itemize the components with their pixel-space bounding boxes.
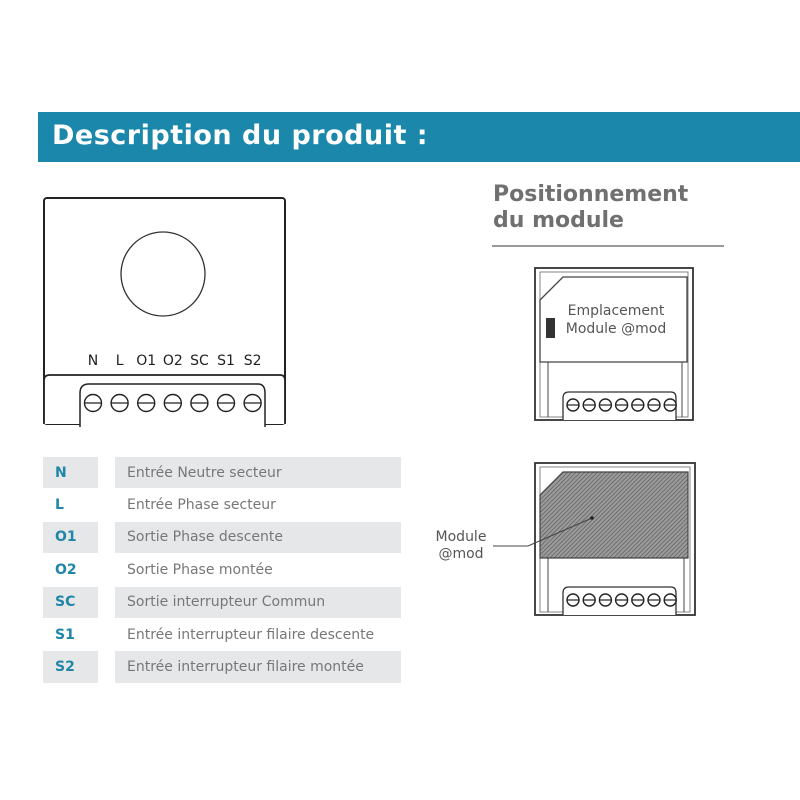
terminal-label: N [87,353,99,369]
terminal-screw-icon [632,399,644,411]
device-front-view [44,198,285,427]
terminal-code: O2 [55,561,77,578]
terminal-screw-icon [583,399,595,411]
module-label-line1: Module [435,529,487,545]
terminal-description: Sortie Phase descente [115,522,401,553]
terminal-table [43,457,401,684]
table-row [43,587,401,619]
terminal-screw-icon [599,399,611,411]
terminal-description: Entrée Neutre secteur [115,457,401,488]
terminal-screw-icon [164,395,181,412]
device-button [121,232,205,316]
slot-label-line2: Module @mod [565,321,667,337]
slot-label-line1: Emplacement [567,303,665,319]
terminal-screw-icon [616,399,628,411]
terminal-description: Entrée interrupteur filaire montée [115,651,401,682]
table-row [43,522,401,554]
terminal-screw-icon [648,594,660,606]
terminal-label: O1 [136,353,157,369]
device-module-installed-view [436,463,695,615]
table-row [43,651,401,683]
terminal-label: S1 [217,353,235,369]
module-label-line2: @mod [438,546,484,562]
terminal-code: S2 [43,651,98,682]
positioning-title-line2: du module [493,208,624,233]
terminal-label: O2 [162,353,183,369]
terminal-screw-icon [664,399,676,411]
terminal-screw-icon [567,399,579,411]
table-row [43,619,401,651]
terminal-screw-icon [111,395,128,412]
terminal-code: L [55,497,64,514]
terminal-description: Entrée Phase secteur [127,497,276,514]
terminal-code: SC [43,587,98,618]
page-title: Description du produit : [52,120,429,151]
terminal-description: Sortie interrupteur Commun [115,587,401,618]
table-row [43,457,401,489]
terminal-screw-icon [218,395,235,412]
terminal-screw-icon [648,399,660,411]
terminal-code: O1 [43,522,98,553]
module-mod [540,472,688,558]
positioning-title-line1: Positionnement [493,182,689,207]
terminal-label: S2 [243,353,262,369]
terminal-screw-icon [599,594,611,606]
terminal-code: S1 [55,626,75,643]
connector-icon [546,318,555,338]
terminal-screw-icon [583,594,595,606]
terminal-screw-icon [616,594,628,606]
terminal-label: SC [190,353,209,369]
terminal-screw-icon [664,594,676,606]
terminal-label: L [115,353,124,369]
device-module-slot-view [535,268,693,420]
terminal-screw-icon [567,594,579,606]
terminal-description: Sortie Phase montée [127,561,273,578]
terminal-screw-icon [632,594,644,606]
table-row [43,489,401,521]
terminal-screw-icon [244,395,261,412]
terminal-screw-icon [138,395,155,412]
terminal-screw-icon [191,395,208,412]
terminal-code: N [43,457,98,488]
terminal-description: Entrée interrupteur filaire descente [127,626,375,643]
table-row [43,554,401,586]
terminal-screw-icon [85,395,102,412]
